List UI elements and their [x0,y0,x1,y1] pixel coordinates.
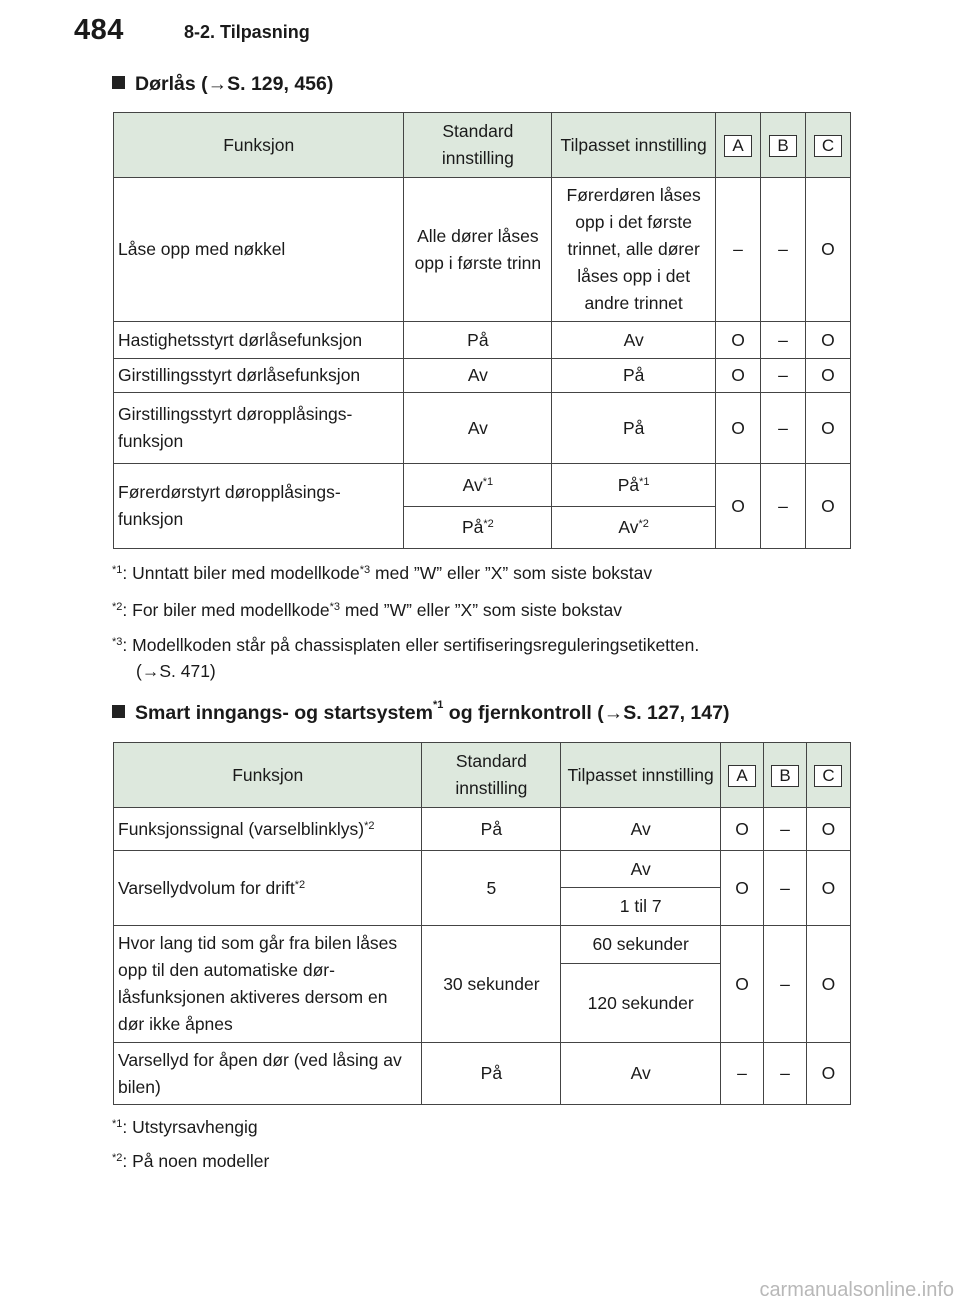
header-standard: Standard innstilling [404,113,552,178]
cell-funksjon: Varsellyd for åpen dør (ved låsing av bilen) [114,1043,422,1105]
cell-funksjon: Varsellydvolum for drift$^{*2}$ [114,851,422,926]
cell-c: O [805,178,850,322]
cell-a: O [721,926,764,1043]
table-row [114,393,851,464]
header-a: A [716,113,761,178]
footnote-1: $^{*1}$: Unntatt biler med modellkode$^{*3}$ med ”W” eller ”X” som siste bokstav [112,563,653,583]
cell-tilpasset: Av [561,808,721,851]
cell-tilpasset: På [552,359,716,393]
header-funksjon: Funksjon [114,113,404,178]
cell-funksjon: Låse opp med nøkkel [114,178,404,322]
chapter-title: 8-2. Tilpasning [184,22,310,42]
table-row [114,464,851,507]
table-row [114,926,851,964]
cell-standard: På [404,322,552,359]
header-tilpasset: Tilpasset innstilling [561,743,721,808]
cell-c: O [805,322,850,359]
cell-b: – [764,851,807,926]
smart-entry-table [113,742,851,1105]
cell-c: O [806,808,850,851]
cell-tilpasset: Av [552,322,716,359]
cell-standard: Av [404,393,552,464]
header-c: C [806,743,850,808]
footnote-s2-1: $^{*1}$: Utstyrsavhengig [112,1117,258,1137]
cell-tilpasset: Av [561,1043,721,1105]
footnote-2: $^{*2}$: For biler med modellkode$^{*3}$ med ”W” eller ”X” som siste bokstav [112,600,622,620]
cell-tilpasset: Førerdøren låses opp i det første trinnet, alle dører låses opp i det andre trinnet [552,178,716,322]
cell-tilpasset: Av [561,851,721,888]
cell-funksjon: Førerdørstyrt døropplåsings-funksjon [114,464,404,549]
header-funksjon: Funksjon [114,743,422,808]
cell-a: – [716,178,761,322]
cell-tilpasset: $På^{*1}$ [552,464,716,507]
page-number: 484 [74,14,124,46]
cell-b: – [761,359,806,393]
table-row [114,322,851,359]
cell-standard: Av [404,359,552,393]
table-row [114,359,851,393]
header-tilpasset: Tilpasset innstilling [552,113,716,178]
door-lock-table [113,112,851,549]
cell-a: O [716,393,761,464]
cell-standard: Av$^{*1}$ [404,464,552,507]
cell-tilpasset: 60 sekunder [561,926,721,964]
cell-b: – [761,178,806,322]
section-title-text: Dørlås ( [135,73,208,95]
footnote-3: $^{*3}$: Modellkoden står på chassisplaten eller sertifiseringsreguleringsetiketten. (→S. 471) [112,635,700,681]
cell-funksjon: Girstillingsstyrt dørlåsefunksjon [114,359,404,393]
cell-a: O [716,359,761,393]
cell-standard: På [422,1043,561,1105]
cell-funksjon: Girstillingsstyrt døropplåsings-funksjon [114,393,404,464]
header-standard: Standard innstilling [422,743,561,808]
cell-a: – [721,1043,764,1105]
cell-b: – [761,393,806,464]
header-b: B [764,743,807,808]
cell-standard: 5 [422,851,561,926]
cell-c: O [806,926,850,1043]
header-a: A [721,743,764,808]
cell-tilpasset: Av$^{*2}$ [552,507,716,549]
table-header-row [114,113,851,178]
cell-c: O [805,359,850,393]
cell-funksjon: Hastighetsstyrt dørlåsefunksjon [114,322,404,359]
section-title-smart-entry: Smart inngangs- og startsystem$^{*1}$ og fjernkontroll (→S. 127, 147) [112,702,729,725]
cell-c: O [806,1043,850,1105]
cell-a: O [716,322,761,359]
section-title-door-lock [112,73,333,96]
cell-b: – [764,1043,807,1105]
cell-standard: 30 sekunder [422,926,561,1043]
section-ref: →S. 129, 456) [207,73,334,95]
cell-tilpasset: 120 sekunder [561,964,721,1043]
cell-b: – [764,808,807,851]
cell-a: O [721,851,764,926]
cell-standard: På [422,808,561,851]
footnote-s2-2: $^{*2}$: På noen modeller [112,1151,270,1171]
cell-funksjon: Funksjonssignal (varselblinklys)$^{*2}$ [114,808,422,851]
cell-standard: Alle dører låses opp i første trinn [404,178,552,322]
cell-b: – [761,464,806,549]
cell-b: – [761,322,806,359]
header-c: C [805,113,850,178]
table-row [114,808,851,851]
table-row [114,178,851,322]
cell-c: O [806,851,850,926]
watermark: carmanualsonline.info [759,1279,954,1301]
cell-standard: $På^{*2}$ [404,507,552,549]
square-bullet-icon [112,76,125,89]
table-header-row [114,743,851,808]
table-row [114,851,851,888]
cell-b: – [764,926,807,1043]
cell-c: O [805,393,850,464]
cell-funksjon: Hvor lang tid som går fra bilen låses opp til den automatiske dør-låsfunksjonen aktiveres dersom en dør ikke åpnes [114,926,422,1043]
table-row [114,1043,851,1105]
square-bullet-icon [112,705,125,718]
header-b: B [761,113,806,178]
cell-tilpasset: På [552,393,716,464]
cell-tilpasset: 1 til 7 [561,888,721,926]
cell-a: O [716,464,761,549]
cell-a: O [721,808,764,851]
cell-c: O [805,464,850,549]
